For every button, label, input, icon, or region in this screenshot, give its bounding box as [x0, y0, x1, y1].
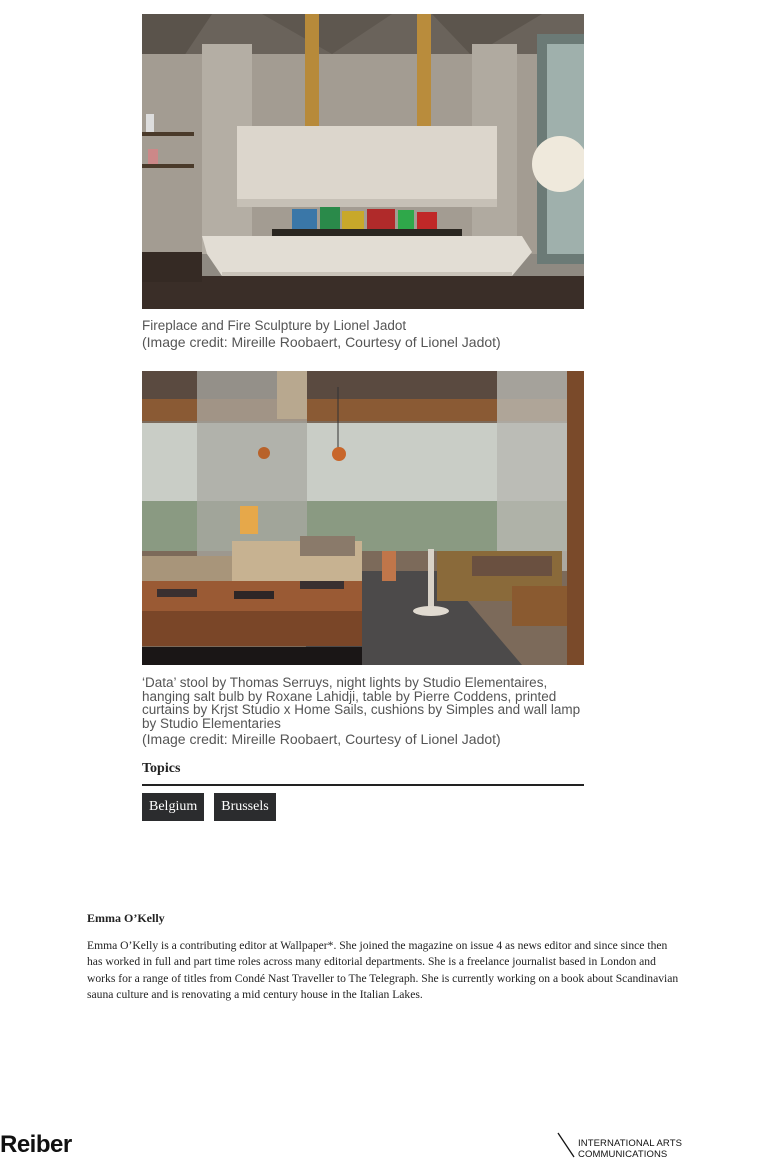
brand-logo: Reiber: [0, 1131, 72, 1158]
tag-brussels[interactable]: Brussels: [214, 793, 275, 821]
lounge-photo: [142, 371, 584, 665]
author-bio: Emma O’Kelly is a contributing editor at Wallpaper*. She joined the magazine on issue 4 as news editor and since since then has worked in full and part time roles across many editorial departments. She is a freelance journalist based in London and works for a range of titles from Condé Nast Traveller to The Telegraph. She is currently working on a book about Scandinavian sauna culture and is renovating a mid century house in the Italian Lakes.: [87, 939, 679, 1001]
caption-line: by Studio Elementaries: [142, 715, 281, 731]
organization-name: INTERNATIONAL ARTS COMMUNICATIONS: [578, 1138, 683, 1160]
lounge-illustration: [142, 371, 584, 665]
caption-line: ‘Data’ stool by Thomas Serruys, night lights by Studio Elementaires,: [142, 675, 548, 690]
figure-1-caption: [142, 319, 584, 350]
tag-belgium[interactable]: Belgium: [142, 793, 204, 821]
fireplace-photo: [142, 14, 584, 309]
slash-icon: [556, 1132, 576, 1158]
fireplace-illustration: [142, 14, 584, 309]
topic-tags: [142, 793, 276, 821]
author-name: Emma O’Kelly: [87, 911, 165, 925]
image-credit: (Image credit: Mireille Roobaert, Courtesy of Lionel Jadot): [142, 731, 501, 747]
caption-line: hanging salt bulb by Roxane Lahidji, table by Pierre Coddens, printed: [142, 688, 557, 704]
figure-2-caption: [142, 676, 584, 747]
topics-heading: Topics: [142, 761, 181, 776]
image-credit: (Image credit: Mireille Roobaert, Courtesy of Lionel Jadot): [142, 333, 501, 350]
caption-line: curtains by Krjst Studio x Home Sails, cushions by Simples and wall lamp: [142, 702, 581, 717]
caption-line: Fireplace and Fire Sculpture by Lionel Jadot: [142, 318, 407, 333]
topics-divider: [142, 784, 584, 786]
